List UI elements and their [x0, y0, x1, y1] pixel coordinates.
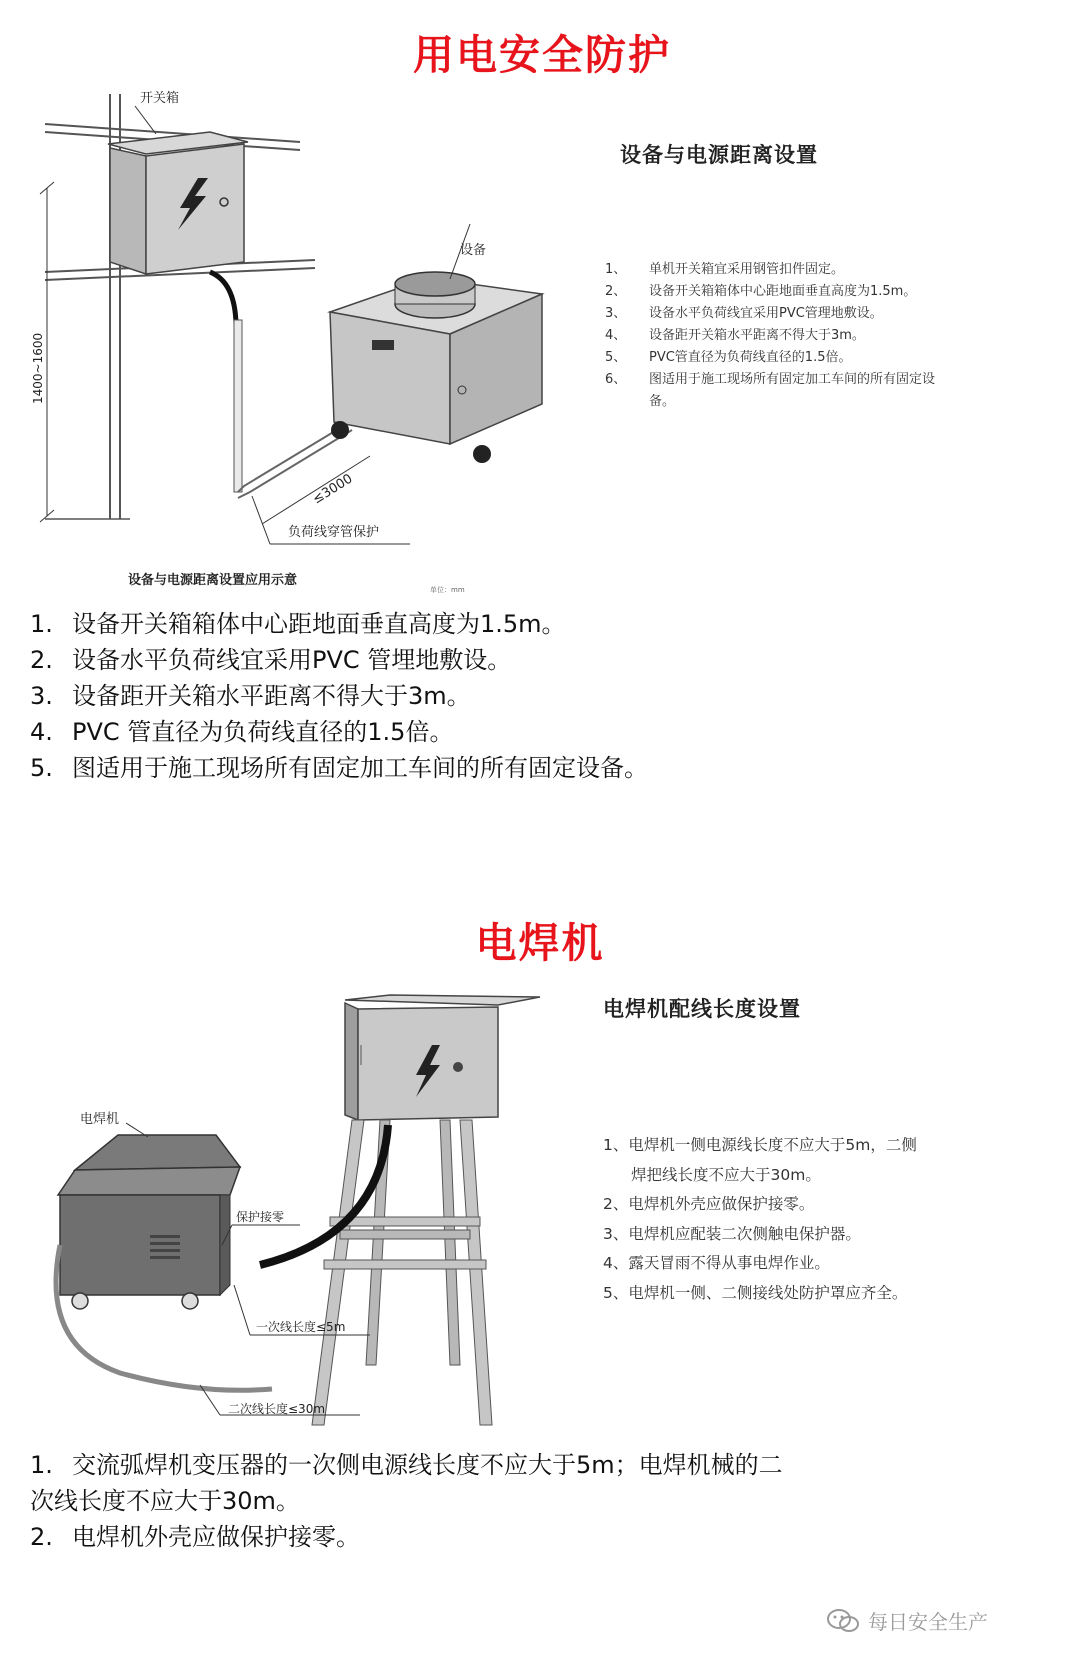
- note-item: 5. 图适用于施工现场所有固定加工车间的所有固定设备。: [30, 754, 648, 782]
- height-label: 1400~1600: [31, 332, 45, 404]
- unit-label: 单位：mm: [430, 586, 465, 594]
- note-item: 2. 电焊机外壳应做保护接零。: [30, 1523, 360, 1551]
- equipment-label: 设备: [460, 243, 487, 258]
- secondary-label: 二次线长度≤30m: [228, 1402, 326, 1416]
- welder-diagram: [40, 985, 560, 1430]
- panel1-item: 2、 设备开关箱箱体中心距地面垂直高度为1.5m。: [605, 284, 917, 299]
- panel2-item: 2、 电焊机外壳应做保护接零。: [603, 1195, 815, 1213]
- note-item: 1. 交流弧焊机变压器的一次侧电源线长度不应大于5m；电焊机械的二: [30, 1451, 783, 1479]
- note-item: 1. 设备开关箱箱体中心距地面垂直高度为1.5m。: [30, 610, 566, 638]
- panel1-item: 4、 设备距开关箱水平距离不得大于3m。: [605, 328, 865, 343]
- panel1-item: 6、 图适用于施工现场所有固定加工车间的所有固定设备。: [605, 372, 936, 409]
- watermark-text: 每日安全生产: [868, 1610, 988, 1634]
- note-item: 次线长度不应大于30m。: [30, 1487, 300, 1515]
- section2-notes: [30, 1447, 783, 1555]
- primary-label: 一次线长度≤5m: [256, 1320, 346, 1334]
- panel1-title: 设备与电源距离设置: [620, 143, 818, 167]
- welder-label: 电焊机: [80, 1112, 120, 1127]
- panel2-item: 焊把线长度不应大于30m。: [631, 1165, 821, 1184]
- note-item: 3. 设备距开关箱水平距离不得大于3m。: [30, 682, 471, 710]
- section1-notes: [30, 606, 648, 786]
- panel2-title: 电焊机配线长度设置: [603, 997, 801, 1021]
- pipe-label: 负荷线穿管保护: [288, 525, 380, 540]
- note-item: 4. PVC 管直径为负荷线直径的1.5倍。: [30, 718, 454, 746]
- panel2-item: 4、 露天冒雨不得从事电焊作业。: [603, 1254, 830, 1272]
- panel1-list: [605, 259, 945, 413]
- panel2-item: 5、 电焊机一侧、二侧接线处防护罩应齐全。: [603, 1283, 908, 1302]
- panel1-item: 3、 设备水平负荷线宜采用PVC管理地敷设。: [605, 306, 883, 321]
- section1-title: 用电安全防护: [413, 31, 671, 79]
- wechat-icon: [826, 1608, 860, 1634]
- note-item: 2. 设备水平负荷线宜采用PVC 管埋地敷设。: [30, 646, 512, 674]
- switch-box-label: 开关箱: [140, 91, 180, 106]
- panel2-item: 3、 电焊机应配装二次侧触电保护器。: [603, 1224, 861, 1243]
- panel1-item: 5、 PVC管直径为负荷线直径的1.5倍。: [605, 350, 852, 365]
- distance-label: ≤3000: [310, 471, 356, 508]
- panel2-item: 1、 电焊机一侧电源线长度不应大于5m，二侧: [603, 1136, 917, 1154]
- ground-label: 保护接零: [236, 1210, 285, 1224]
- diagram-caption: 设备与电源距离设置应用示意: [128, 573, 298, 588]
- switchbox-distance-diagram: [30, 84, 487, 604]
- watermark: [826, 1606, 988, 1635]
- section2-title: 电焊机: [475, 919, 605, 967]
- panel2-list: [603, 1131, 983, 1308]
- panel1-item: 1、 单机开关箱宜采用钢管扣件固定。: [605, 262, 845, 277]
